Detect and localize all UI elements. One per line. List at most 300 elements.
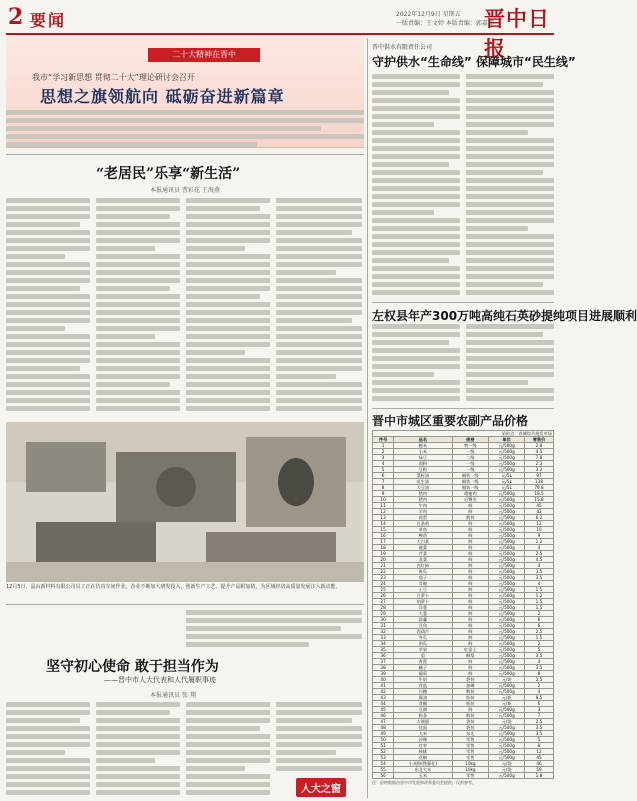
table-cell: 鲜 [452, 587, 489, 593]
table-cell: 元/500g [489, 743, 525, 749]
table-cell: 花生油 [394, 479, 452, 485]
table-cell: 南瓜 [394, 641, 452, 647]
table-cell: 鲜 [452, 593, 489, 599]
table-cell: 橘子 [394, 665, 452, 671]
issue-date: 2022年12月9日 星期五 [396, 11, 461, 18]
table-cell: 7 [525, 713, 554, 719]
table-cell: 芹菜 [394, 551, 452, 557]
table-cell: 9 [373, 491, 394, 497]
right-kicker: 晋中供水有限责任公司 [372, 44, 433, 51]
table-cell: 鲜 [452, 563, 489, 569]
table-cell: 元/500g [489, 563, 525, 569]
table-cell: 1.5 [525, 605, 554, 611]
table-cell: 一级 [452, 467, 489, 473]
table-cell: 元/500g [489, 671, 525, 677]
table-cell: 鲜 [452, 605, 489, 611]
table-cell: 食醋 [394, 701, 452, 707]
table-cell: 花椒 [394, 755, 452, 761]
table-cell: 鲜 [452, 629, 489, 635]
table-header-cell: 序号 [373, 437, 394, 443]
table-cell: 8 [525, 743, 554, 749]
table-cell: 6 [525, 623, 554, 629]
table-cell: 55 [373, 767, 394, 773]
table-cell: 元/500g [489, 749, 525, 755]
table-cell: 牛肉 [394, 503, 452, 509]
table-cell: 元/500g [489, 731, 525, 737]
table-cell: 蒜薹 [394, 617, 452, 623]
table-cell: 零售 [452, 743, 489, 749]
table-header-cell: 单位 [489, 437, 525, 443]
table-cell: 苹果 [394, 647, 452, 653]
table-cell: 元/500g [489, 713, 525, 719]
table-cell: 元/500g [489, 467, 525, 473]
table-cell: 粉条 [394, 713, 452, 719]
table-cell: 8 [525, 671, 554, 677]
table-cell: 23 [373, 575, 394, 581]
table-cell: 元/500g [489, 605, 525, 611]
table-cell: 牛奶 [394, 677, 452, 683]
table-cell: 元/瓶 [489, 695, 525, 701]
table-cell: 26 [373, 593, 394, 599]
table-cell: 大豆油 [394, 485, 452, 491]
table-cell: 4 [525, 563, 554, 569]
table-cell: 元/500g [489, 665, 525, 671]
table-cell: 元/500g [489, 491, 525, 497]
table-cell: 元/500g [489, 533, 525, 539]
table-cell: 菠菜 [394, 545, 452, 551]
table-cell: 4.5 [525, 449, 554, 455]
article2-col4 [276, 198, 362, 418]
table-cell: 猪肉 [394, 497, 452, 503]
table-cell: 4 [525, 659, 554, 665]
table-cell: 玉米 [394, 773, 452, 779]
table-cell: 22 [373, 569, 394, 575]
table-cell: 元/500g [489, 539, 525, 545]
table-cell: 鲜 [452, 635, 489, 641]
article2-col1 [6, 198, 90, 418]
table-cell: 元/500g [489, 515, 525, 521]
article3-subhead: ——晋中市人大代表和人代履职事迹 [104, 676, 216, 684]
table-cell: 大白菜 [394, 539, 452, 545]
table-cell: 鲜 [452, 509, 489, 515]
table-cell: 2 [525, 641, 554, 647]
paper-logo: 晋中日报 [484, 6, 550, 61]
divider [372, 302, 554, 303]
table-cell: 鲜 [452, 557, 489, 563]
table-cell: 元/500g [489, 707, 525, 713]
table-cell: 土豆 [394, 587, 452, 593]
table-cell: 冬瓜 [394, 635, 452, 641]
right-headline-1: 守护供水“生命线” 保障城市“民生线” [372, 55, 576, 69]
table-cell: 8 [373, 485, 394, 491]
table-cell: 2.3 [525, 461, 554, 467]
table-cell: 零售 [452, 755, 489, 761]
table-cell: 鲜 [452, 545, 489, 551]
table-cell: 39 [373, 671, 394, 677]
table-cell: 洋葱 [394, 605, 452, 611]
table-cell: 元/500g [489, 551, 525, 557]
table-cell: 40 [373, 677, 394, 683]
table-cell: 9 [525, 533, 554, 539]
table-cell: 东北大米 [394, 767, 452, 773]
article3-headline: 坚守初心使命 敢于担当作为 [46, 659, 219, 675]
table-cell: 瓶装 [452, 701, 489, 707]
lead-kicker: 我市“学习新思想 贯彻二十大”理论研讨会召开 [32, 73, 195, 82]
table-cell: 元/瓶 [489, 701, 525, 707]
table-cell: 白萝卜 [394, 593, 452, 599]
table-cell: 4 [525, 689, 554, 695]
table-cell: 6.2 [525, 515, 554, 521]
table-cell: 30 [373, 617, 394, 623]
table-cell: 白条鸡 [394, 521, 452, 527]
table-cell: 鲜 [452, 641, 489, 647]
table-cell: 18.5 [525, 491, 554, 497]
table-cell: 45 [525, 755, 554, 761]
table-cell: 元/500g [489, 683, 525, 689]
table-cell: 5 [373, 467, 394, 473]
table-cell: 加碘 [452, 683, 489, 689]
table-cell: 酥梨 [452, 653, 489, 659]
table-cell: 元/500g [489, 635, 525, 641]
table-cell: 2 [525, 611, 554, 617]
table-cell: 元/500g [489, 617, 525, 623]
table-cell: 鲜 [452, 533, 489, 539]
table-cell: 茄子 [394, 575, 452, 581]
table-cell: 葡萄 [394, 671, 452, 677]
table-cell: 核桃 [394, 749, 452, 755]
table-cell: 元/500g [489, 587, 525, 593]
table-cell: 大葱 [394, 611, 452, 617]
table-cell: 元/500g [489, 737, 525, 743]
table-cell: 5 [525, 737, 554, 743]
table-cell: 2 [373, 449, 394, 455]
table-cell: 零售 [452, 737, 489, 743]
table-cell: 粳米 [394, 443, 452, 449]
table-cell: 2.5 [525, 677, 554, 683]
photo-caption: 12月5日，晶山新材料有限公司员工正在仿真车间作业。企业不断加大研发投入，创新生产工艺，提升产品附加值，为区域经济高质量发展注入新动能。 [6, 584, 341, 590]
table-cell: 白糖 [394, 689, 452, 695]
table-header-cell: 零售价 [525, 437, 554, 443]
table-cell: 3 [525, 707, 554, 713]
article2-headline: “老居民”乐享“新生活” [96, 166, 241, 182]
table-cell: 52 [373, 749, 394, 755]
table-cell: 29 [373, 611, 394, 617]
table-cell: 元/500g [489, 545, 525, 551]
table-cell: 袋装 [452, 677, 489, 683]
table-cell: 元/500g [489, 641, 525, 647]
table-cell: 元/500g [489, 569, 525, 575]
table-cell: 21 [373, 563, 394, 569]
table-cell: 元/500g [489, 599, 525, 605]
table-cell: 19 [373, 551, 394, 557]
table-cell: 97 [525, 473, 554, 479]
table-cell: 6 [525, 701, 554, 707]
article3-col4 [276, 702, 362, 774]
table-cell: 元/5L [489, 479, 525, 485]
table-cell: 袋装 [452, 719, 489, 725]
table-cell: 豆腐 [394, 707, 452, 713]
table-cell: 2.5 [525, 629, 554, 635]
article3-col2 [96, 702, 180, 800]
table-cell: 28 [373, 605, 394, 611]
right-article1-col2 [466, 74, 554, 300]
table-cell: 鲜 [452, 575, 489, 581]
table-cell: 鲜 [452, 659, 489, 665]
table-cell: 35 [373, 647, 394, 653]
table-cell: 方便面 [394, 719, 452, 725]
table-cell: 瓶装 [452, 695, 489, 701]
table-cell: 2.5 [525, 719, 554, 725]
table-cell: 元/500g [489, 611, 525, 617]
table-cell: 33 [373, 635, 394, 641]
table-cell: 79.8 [525, 485, 554, 491]
factory-photo-image [6, 422, 364, 582]
article2-col3 [186, 198, 270, 418]
table-cell: 3 [373, 455, 394, 461]
divider [6, 154, 364, 155]
table-cell: 元/5L [489, 473, 525, 479]
article3-col3 [186, 702, 270, 800]
table-cell: 面粉 [394, 461, 452, 467]
table-cell: 元/500g [489, 449, 525, 455]
table-cell: 138 [525, 479, 554, 485]
table-cell: 元/袋 [489, 767, 525, 773]
table-cell: 3.5 [525, 575, 554, 581]
table-cell: 10 [373, 497, 394, 503]
table-cell: 鲜 [452, 623, 489, 629]
table-cell: 后臀尖 [452, 497, 489, 503]
table-cell: 西葫芦 [394, 629, 452, 635]
table-cell: 10kg [452, 767, 489, 773]
table-cell: 42 [525, 509, 554, 515]
article3-byline: 本报通讯员 张 翔 [150, 692, 196, 699]
table-cell: 16 [373, 533, 394, 539]
table-cell: 15 [373, 527, 394, 533]
table-cell: 小米 [394, 449, 452, 455]
table-body [373, 443, 554, 779]
table-cell: 食盐 [394, 683, 452, 689]
table-cell: 香蕉 [394, 659, 452, 665]
table-cell: 50 [373, 737, 394, 743]
table-cell: 鲜 [452, 707, 489, 713]
table-cell: 59 [525, 767, 554, 773]
table-cell: 元/500g [489, 725, 525, 731]
table-cell: 8.5 [525, 695, 554, 701]
table-cell: 1.5 [525, 635, 554, 641]
table-cell: 零售 [452, 749, 489, 755]
table-cell: 元/袋 [489, 719, 525, 725]
table-cell: 37 [373, 659, 394, 665]
table-cell: 散装 [452, 515, 489, 521]
table-cell: 鲜 [452, 551, 489, 557]
table-cell: 元/500g [489, 581, 525, 587]
table-cell: 二级 [452, 455, 489, 461]
table-cell: 38 [373, 665, 394, 671]
table-cell: 元/500g [489, 659, 525, 665]
divider [372, 408, 554, 409]
article2-col2 [96, 198, 180, 418]
table-cell: 东北 [452, 731, 489, 737]
table-cell: 元/500g [489, 689, 525, 695]
table-cell: 鲜 [452, 665, 489, 671]
table-cell: 元/500g [489, 629, 525, 635]
table-cell: 绿豆 [394, 455, 452, 461]
table-cell: 一级 [452, 449, 489, 455]
table-cell: 51 [373, 743, 394, 749]
article2-byline: 本报通讯员 曹彩花 王海燕 [150, 187, 220, 194]
table-cell: 元/500g [489, 497, 525, 503]
table-cell: 3.5 [525, 725, 554, 731]
table-cell: 24 [373, 581, 394, 587]
table-cell: 2.8 [525, 443, 554, 449]
table-cell: 3.5 [525, 665, 554, 671]
table-cell: 54 [373, 761, 394, 767]
table-cell: 41 [373, 683, 394, 689]
table-cell: 元/袋 [489, 677, 525, 683]
table-cell: 15.8 [525, 497, 554, 503]
table-cell: 酱油 [394, 695, 452, 701]
section-name: 要闻 [30, 11, 67, 30]
table-cell: 1.2 [525, 593, 554, 599]
table-cell: 1.2 [525, 539, 554, 545]
table-cell: 元/袋 [489, 761, 525, 767]
table-cell: 3.5 [525, 653, 554, 659]
table-cell: 一级 [452, 461, 489, 467]
factory-photo [6, 422, 364, 582]
divider [6, 604, 364, 605]
table-cell: 47 [373, 719, 394, 725]
table-cell: 红富士 [452, 647, 489, 653]
table-cell: 小麦粉(铁强化) [394, 761, 452, 767]
table-cell: 元/500g [489, 455, 525, 461]
right-article2-col2 [466, 324, 554, 406]
table-cell: 袋装 [452, 725, 489, 731]
table-cell: 18 [373, 545, 394, 551]
table-cell: 鲜 [452, 521, 489, 527]
price-table-title: 晋中市城区重要农副产品价格 [372, 414, 529, 428]
table-cell: 43 [373, 695, 394, 701]
table-cell: 桶装一级 [452, 485, 489, 491]
table-cell: 散装 [452, 713, 489, 719]
table-cell: 20 [373, 557, 394, 563]
price-table-source: 采价点：晋城综合批发市场 [373, 431, 554, 437]
table-cell: 48 [373, 725, 394, 731]
table-cell: 元/500g [489, 647, 525, 653]
table-cell: 10 [525, 527, 554, 533]
table-cell: 6 [525, 617, 554, 623]
table-cell: 27 [373, 599, 394, 605]
table-cell: 11 [373, 503, 394, 509]
table-cell: 6 [373, 473, 394, 479]
table-cell: 元/500g [489, 521, 525, 527]
table-cell: 鲜 [452, 527, 489, 533]
table-cell: 鲜 [452, 539, 489, 545]
table-cell: 鸡蛋 [394, 515, 452, 521]
table-cell: 韭菜 [394, 557, 452, 563]
table-cell: 元/500g [489, 755, 525, 761]
table-cell: 菜籽油 [394, 473, 452, 479]
table-cell: 特一级 [452, 443, 489, 449]
table-cell: 1 [373, 443, 394, 449]
table-cell: 胡萝卜 [394, 599, 452, 605]
table-cell: 青椒 [394, 581, 452, 587]
table-cell: 3.2 [525, 467, 554, 473]
table-cell: 45 [525, 503, 554, 509]
table-cell: 2.5 [525, 551, 554, 557]
table-cell: 53 [373, 755, 394, 761]
table-cell: 大米 [394, 731, 452, 737]
table-cell: 鲜 [452, 581, 489, 587]
table-cell: 桶装一级 [452, 479, 489, 485]
table-cell: 元/500g [489, 443, 525, 449]
table-header-cell: 品名 [394, 437, 452, 443]
table-cell: 4 [373, 461, 394, 467]
table-cell: 3.5 [525, 569, 554, 575]
table-cell: 25 [373, 587, 394, 593]
table-cell: 鲜 [452, 599, 489, 605]
table-cell: 鲜 [452, 503, 489, 509]
table-cell: 1.8 [525, 773, 554, 779]
right-headline-2: 左权县年产300万吨高纯石英砂提纯项目进展顺利 [372, 309, 637, 323]
table-cell: 鲜 [452, 569, 489, 575]
table-cell: 2 [525, 683, 554, 689]
table-cell: 42 [373, 689, 394, 695]
table-cell: 元/500g [489, 527, 525, 533]
masthead-rule [6, 33, 554, 35]
table-cell: 鲜 [452, 611, 489, 617]
table-cell: 梨 [394, 653, 452, 659]
table-cell: 32 [373, 629, 394, 635]
table-cell: 46 [525, 761, 554, 767]
page-number: 2 [8, 4, 24, 30]
table-cell: 元/500g [489, 461, 525, 467]
table-cell: 羊肉 [394, 509, 452, 515]
table-cell: 精瘦肉 [452, 491, 489, 497]
table-cell: 零售 [452, 773, 489, 779]
table-cell: 44 [373, 701, 394, 707]
table-cell: 豆粕 [394, 467, 452, 473]
lead-body-text [6, 110, 364, 150]
table-cell: 4 [525, 545, 554, 551]
table-cell: 46 [373, 713, 394, 719]
table-cell: 草鱼 [394, 527, 452, 533]
table-cell: 黄瓜 [394, 569, 452, 575]
table-cell: 鲤鱼 [394, 533, 452, 539]
table-cell: 12 [373, 509, 394, 515]
table-cell: 猪肉 [394, 491, 452, 497]
article3-intro-text [186, 610, 362, 650]
table-row [373, 773, 554, 779]
table-cell: 17 [373, 539, 394, 545]
table-cell: 7 [373, 479, 394, 485]
article3-col1 [6, 702, 90, 800]
table-cell: 元/5L [489, 485, 525, 491]
table-cell: 31 [373, 623, 394, 629]
table-cell: 7.8 [525, 455, 554, 461]
table-cell: 元/500g [489, 623, 525, 629]
table-header-cell: 规格 [452, 437, 489, 443]
right-article2-col1 [372, 324, 460, 406]
banner-badge: 二十大精神在晋中 [148, 48, 260, 62]
table-cell: 4 [525, 581, 554, 587]
table-cell: 49 [373, 731, 394, 737]
table-cell: 元/500g [489, 653, 525, 659]
table-cell: 3.5 [525, 731, 554, 737]
table-cell: 桶装一级 [452, 473, 489, 479]
table-cell: 鲜 [452, 671, 489, 677]
table-cell: 34 [373, 641, 394, 647]
table-cell: 56 [373, 773, 394, 779]
